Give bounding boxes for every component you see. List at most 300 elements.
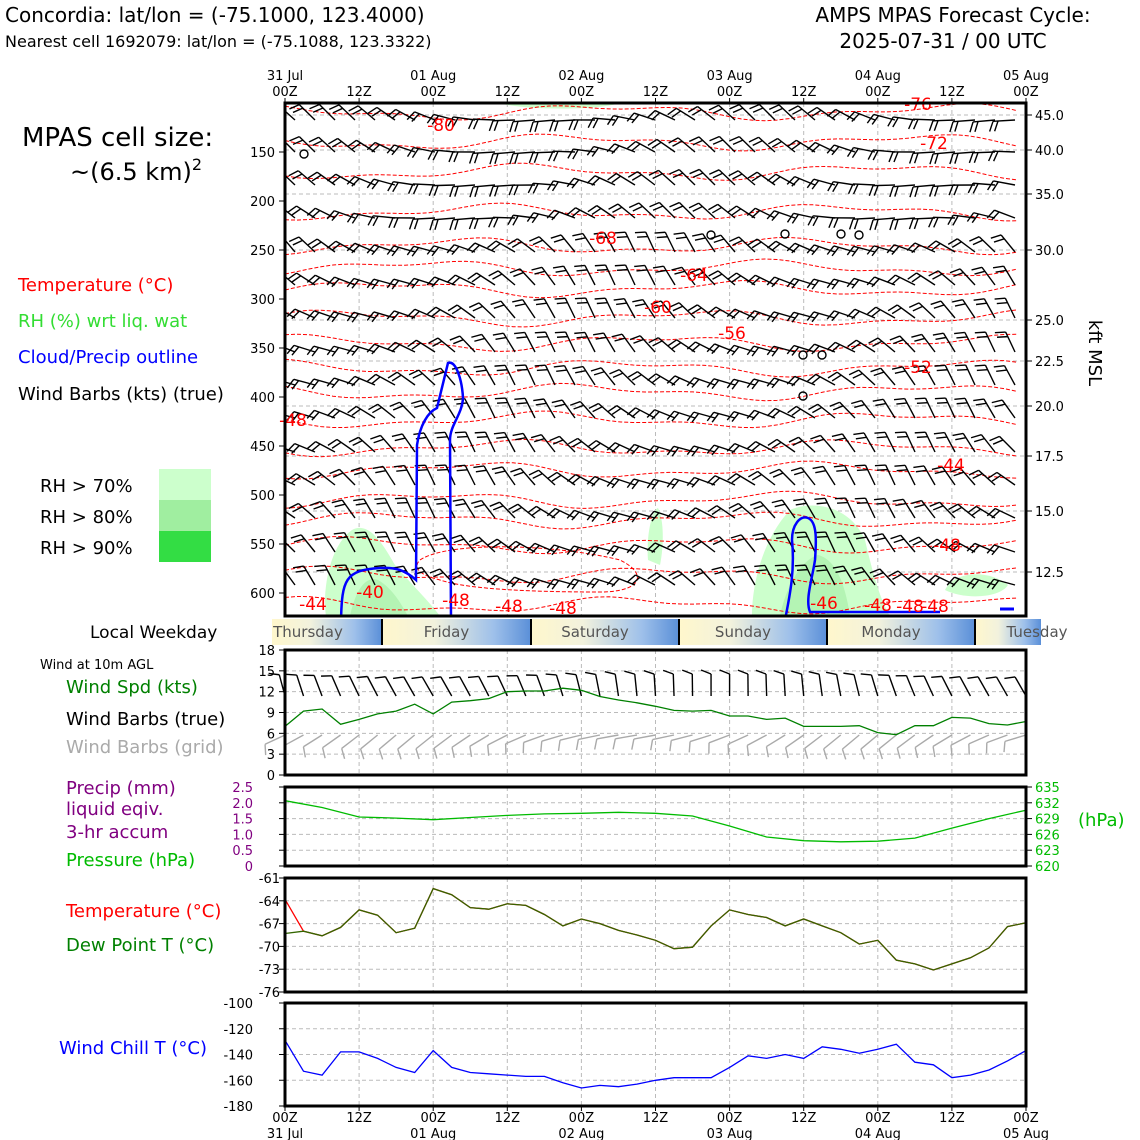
wind-barb-flag — [952, 507, 961, 512]
wind-barb-flag — [312, 242, 321, 248]
wind-barb-flag — [937, 370, 948, 371]
wind-barb-flag — [792, 179, 800, 187]
wind-barb-flag — [595, 265, 606, 266]
wind-barb-flag — [392, 345, 400, 352]
precip-tick-label: 1.0 — [232, 828, 253, 844]
surface-wind-barb-true — [924, 676, 933, 696]
wind-barb — [913, 119, 935, 120]
surface-wind-barb-grid — [728, 735, 748, 744]
wind-barb-flag — [536, 403, 547, 405]
wind-barb-flag — [997, 303, 1008, 304]
wind-barb-flag — [273, 173, 283, 177]
wind-barb-flag — [352, 245, 360, 253]
cell-size-label: MPAS cell size: — [22, 123, 214, 153]
wind-barb — [925, 432, 935, 452]
wind-barb-flag — [612, 579, 619, 587]
wind-barb-flag — [355, 532, 366, 533]
wind-barb-flag — [894, 399, 905, 400]
wind-barb-flag — [307, 442, 315, 449]
wind-barb-flag — [553, 266, 564, 268]
pressure-unit: (hPa) — [1078, 810, 1125, 831]
wind-barb-flag — [633, 339, 643, 343]
wind-barb-flag — [493, 506, 503, 510]
wind-barb — [473, 119, 495, 120]
surface-wind-barb-true — [615, 674, 618, 696]
wind-barb-flag — [272, 380, 279, 388]
hour-label: 12Z — [790, 85, 817, 100]
wind-barb — [866, 498, 875, 518]
wind-barb — [339, 105, 355, 120]
hour-label: 00Z — [272, 85, 298, 100]
surface-wind-barb-grid — [709, 735, 730, 743]
wind-barb — [318, 471, 335, 485]
temperature-contour-label: -48 — [279, 411, 307, 431]
hour-label: 12Z — [346, 1111, 372, 1126]
wind-barb — [859, 370, 875, 385]
wind-barb-flag — [797, 570, 808, 571]
wind-barb-flag — [396, 470, 407, 471]
height-tick-label: 22.5 — [1035, 355, 1064, 370]
height-tick-label: 25.0 — [1035, 314, 1064, 329]
wind-barb-flag — [552, 400, 562, 403]
surface-wind-barb-grid-flag — [915, 747, 917, 758]
wind-barb — [699, 203, 715, 218]
calm-wind-marker — [855, 231, 863, 239]
wind-barb-flag — [608, 406, 617, 412]
height-tick-label: 35.0 — [1035, 188, 1064, 203]
wind-barb-flag — [514, 472, 524, 476]
wind-barb-flag — [948, 504, 957, 509]
wind-barb-flag — [827, 342, 835, 349]
wind-barb-flag — [992, 511, 1000, 518]
wind-barb-flag — [847, 309, 855, 317]
wind-barb-flag — [552, 475, 561, 481]
wind-barb-flag — [355, 565, 366, 566]
wind-barb-flag — [817, 503, 828, 504]
wind-barb-flag — [974, 271, 984, 274]
wind-barb-flag — [497, 403, 508, 404]
wind-barb-flag — [853, 433, 864, 435]
wind-barb — [486, 398, 495, 418]
surface-wind-barb-true — [517, 676, 526, 696]
wind-barb — [840, 402, 855, 418]
pressure-tick-label: 550 — [250, 538, 275, 553]
wind-barb-flag — [910, 187, 913, 197]
legend-wind-barbs: Wind Barbs (kts) (true) — [18, 384, 224, 405]
wind-barb-flag — [689, 203, 699, 208]
wind-barb — [443, 399, 455, 418]
wind-barb — [986, 332, 995, 352]
wind-barb-flag — [474, 505, 484, 508]
wind-barb-flag — [267, 379, 274, 387]
temperature-axis — [259, 872, 285, 1001]
weekday-label: Friday — [423, 623, 470, 641]
surface-wind-barb-grid-flag — [342, 748, 345, 758]
wind-barb-flag — [592, 443, 601, 449]
calm-wind-marker — [818, 351, 826, 359]
hour-label: 12Z — [494, 85, 521, 100]
wind-barb-flag — [709, 105, 719, 110]
wind-barb-flag — [733, 174, 743, 179]
wind-barb-flag — [553, 440, 563, 444]
surface-wind-barb-true — [556, 675, 562, 696]
wind-barb-flag — [312, 175, 321, 181]
surface-wind-barb-grid-flag — [670, 740, 671, 751]
wind-barb-flag — [729, 171, 739, 176]
wind-barb — [779, 105, 795, 120]
wind-barb-flag — [513, 433, 524, 435]
local-weekday-band — [272, 619, 1068, 645]
wind-barb-flag — [516, 337, 527, 338]
height-tick-label: 15.0 — [1035, 505, 1064, 520]
wind-barb-flag — [397, 503, 408, 504]
wind-barb-flag — [772, 142, 781, 147]
height-tick-label: 30.0 — [1035, 244, 1064, 259]
surface-wind-barb-grid — [452, 735, 470, 747]
wind-barb-flag — [849, 370, 859, 375]
wind-barb — [758, 471, 775, 485]
wind-barb-flag — [531, 435, 541, 438]
wind-barb — [406, 498, 415, 518]
wind-barb-flag — [310, 502, 320, 506]
temperature-contour-label: -80 — [427, 116, 455, 136]
hour-label: 00Z — [865, 85, 891, 100]
wind-barb-flag — [329, 105, 339, 110]
wind-barb — [979, 470, 995, 485]
wind-barb-flag — [473, 306, 483, 311]
wind-barb — [358, 106, 375, 120]
surface-wind-barb-true — [906, 676, 914, 696]
wind-barb-flag — [632, 577, 640, 584]
wind-barb-flag — [777, 570, 788, 571]
wind-barb-flag — [595, 298, 606, 299]
wind-tick-label: 9 — [266, 706, 275, 722]
wind-barb-flag — [495, 398, 506, 399]
wind-barb — [544, 299, 555, 318]
wind-barb-flag — [557, 303, 568, 304]
surface-wind-barb-grid — [690, 735, 711, 742]
wind-barb-flag — [534, 271, 544, 274]
surface-wind-barb-grid-flag — [933, 746, 935, 757]
wind-barb-flag — [557, 337, 568, 338]
wind-barb-flag — [672, 378, 680, 385]
wind-barb-flag — [455, 504, 466, 506]
wind-barb — [966, 365, 975, 385]
surface-wind-barb-true — [854, 675, 859, 696]
hour-label: 12Z — [642, 1111, 669, 1126]
wind-barb-flag — [272, 414, 278, 423]
wind-barb-flag — [432, 534, 443, 536]
wind-barb — [438, 338, 455, 352]
wind-barb-flag — [768, 439, 777, 445]
wind-barb-flag — [535, 365, 546, 366]
wind-barb — [1005, 298, 1015, 318]
wind-barb — [523, 300, 535, 318]
wind-barb — [473, 152, 495, 153]
wind-barb-flag — [592, 208, 601, 214]
wind-barb-flag — [455, 432, 466, 433]
wind-barb-flag — [693, 140, 703, 145]
surface-wind-barb-grid-flag — [728, 744, 729, 755]
wind-barb-flag — [950, 269, 960, 273]
wind-barb — [479, 303, 495, 318]
surface-wind-barb-true — [960, 677, 970, 696]
wind-barb — [397, 372, 415, 385]
wind-barb-flag — [632, 300, 643, 302]
wind-barb-flag — [554, 151, 558, 161]
wind-barb-flag — [634, 265, 645, 266]
wind-barb — [1006, 332, 1015, 352]
wind-barb-flag — [434, 185, 438, 195]
wind-barb-flag — [897, 437, 908, 438]
wind-barb-flag — [896, 403, 907, 404]
wind-barb-flag — [348, 406, 357, 412]
wind-barb — [873, 185, 895, 186]
legend-dewpoint: Dew Point T (°C) — [66, 935, 215, 956]
wind-barb-flag — [395, 498, 406, 499]
wind-barb-flag — [597, 303, 608, 304]
wind-barb-flag — [874, 372, 884, 375]
surface-wind-barb-true — [537, 675, 545, 696]
calm-wind-marker — [837, 230, 845, 238]
wind-barb-flag — [732, 446, 740, 454]
legend-precip-2: liquid eqiv. — [66, 799, 164, 820]
wind-barb-flag — [609, 204, 618, 209]
wind-barb-flag — [515, 121, 518, 131]
date-label: 02 Aug — [558, 69, 605, 84]
wind-barb-flag — [269, 271, 278, 276]
wind-barb — [545, 365, 555, 385]
wind-barb — [453, 218, 475, 220]
wind-barb-flag — [712, 478, 720, 485]
wind-barb-flag — [548, 472, 557, 478]
wind-barb-flag — [532, 267, 542, 270]
wind-barb-flag — [367, 374, 375, 381]
wind-barb — [963, 300, 975, 318]
date-label: 01 Aug — [410, 1127, 457, 1140]
wind-barb — [523, 433, 535, 452]
wind-barb-flag — [828, 372, 837, 378]
wind-barb — [679, 203, 695, 218]
wind-barb-flag — [349, 437, 359, 442]
wind-barb — [906, 432, 915, 452]
legend-wspd: Wind Spd (kts) — [66, 677, 198, 698]
wind-barb-flag — [872, 534, 883, 536]
temperature-contour-label: -76 — [904, 95, 932, 115]
temperature-contour-label: -48 — [921, 597, 949, 617]
wind-barb — [433, 185, 455, 186]
wind-barb — [493, 185, 515, 186]
temperature-contour-label: -56 — [718, 324, 746, 344]
surface-wind-barb-grid — [915, 735, 933, 747]
wind-barb-flag — [332, 442, 341, 448]
wind-barb — [905, 465, 915, 485]
wind-barb-flag — [668, 108, 677, 114]
wind-barb-flag — [293, 240, 303, 245]
wind-barb-flag — [317, 570, 328, 571]
pressure-tick-label: 150 — [250, 146, 275, 161]
wind-tick-label: 15 — [258, 664, 275, 680]
temperature-contour-label: -52 — [904, 358, 932, 378]
wind-barb-flag — [848, 148, 854, 157]
wind-barb-flag — [753, 141, 763, 146]
wind-barb-flag — [832, 345, 840, 352]
wind-barb-flag — [953, 433, 964, 435]
wind-barb — [722, 567, 735, 585]
wind-barb-flag — [370, 435, 380, 439]
wind-barb-flag — [432, 341, 441, 346]
hour-label: 12Z — [790, 1111, 817, 1126]
wind-barb-flag — [754, 505, 764, 509]
windchill-tick-label: -160 — [223, 1074, 253, 1090]
pressure-axis-left — [250, 146, 285, 602]
surface-wind-barb-true — [332, 676, 341, 696]
wind-barb-flag — [912, 576, 921, 582]
wind-barb-flag — [454, 539, 464, 542]
wind-barb-flag — [395, 438, 405, 440]
hour-label: 00Z — [420, 1111, 446, 1126]
surface-wind-barb-grid — [842, 735, 859, 749]
wind-barb-flag — [992, 400, 1002, 403]
wind-barb-flag — [934, 121, 938, 131]
wind-barb-flag — [791, 468, 801, 471]
wind-barb-flag — [512, 300, 523, 302]
wind-barb-flag — [532, 509, 541, 515]
wind-barb-flag — [288, 206, 297, 212]
wind-barb-flag — [272, 274, 281, 279]
wind-barb-flag — [877, 470, 888, 471]
wind-barb-flag — [470, 153, 473, 163]
surface-wind-barb-true — [314, 675, 322, 696]
wind-barb — [901, 535, 915, 552]
temperature-contour — [285, 281, 1017, 298]
wind-barb-flag — [268, 506, 277, 512]
wind-barb — [953, 120, 975, 122]
wind-barb-flag — [955, 121, 958, 131]
wind-barb-flag — [614, 299, 625, 300]
wind-barb — [485, 432, 495, 452]
wind-barb-flag — [990, 436, 1000, 440]
precip-pressure-axis — [232, 781, 1060, 875]
wind-barb-flag — [291, 535, 301, 538]
wind-barb-flag — [927, 575, 935, 582]
wind-barb — [864, 433, 875, 452]
wind-barb — [359, 437, 375, 452]
wind-barb-flag — [910, 153, 913, 163]
wind-barb-flag — [850, 219, 853, 229]
wind-barb-flag — [451, 535, 461, 538]
location-title: Concordia: lat/lon = (-75.1000, 123.4000) — [5, 3, 425, 27]
wind-barb-flag — [955, 153, 958, 163]
surface-wind-barb-grid — [434, 735, 452, 748]
wind-barb-flag — [535, 332, 546, 333]
weekday-label: Saturday — [561, 623, 629, 641]
surface-wind-barb-true-flag — [449, 677, 460, 678]
surface-wind-barb-grid — [879, 735, 896, 749]
wind-barb-flag — [550, 121, 553, 131]
wind-barb-flag — [913, 306, 923, 311]
wind-barb-flag — [650, 202, 660, 206]
wind-barb-flag — [493, 333, 504, 335]
wind-barb-flag — [450, 336, 460, 340]
wind-axis — [258, 644, 285, 784]
wind-barb-flag — [972, 267, 982, 270]
temperature-contour-label: -48 — [495, 597, 523, 617]
wind-barb-flag — [855, 219, 858, 229]
wind-barb-flag — [572, 234, 583, 236]
date-label: 01 Aug — [410, 69, 457, 84]
wind-barb-flag — [575, 371, 586, 373]
surface-wind-barb-true-flag — [1004, 677, 1015, 679]
wind-barb-flag — [933, 274, 943, 279]
wind-barb-flag — [956, 337, 967, 338]
wind-barb-flag — [512, 544, 520, 551]
wind-barb-flag — [728, 273, 737, 279]
wind-barb-flag — [857, 503, 868, 504]
surface-wind-barb-grid — [747, 735, 766, 745]
surface-wind-barb-true — [942, 676, 952, 696]
wind-barb-flag — [475, 153, 478, 163]
hour-label: 12Z — [939, 1111, 965, 1126]
wind-barb-flag — [633, 206, 643, 211]
wind-barb-flag — [995, 121, 998, 131]
wind-barb-flag — [397, 537, 408, 538]
surface-wind-barb-grid-flag — [488, 745, 489, 756]
pressure-tick-label: 400 — [250, 391, 275, 406]
surface-wind-barb-true-flag — [624, 671, 634, 674]
wind-barb-flag — [749, 137, 759, 142]
wind-barb-flag — [729, 137, 739, 141]
wind-barb-flag — [528, 506, 537, 512]
surface-wind-barb-grid-flag — [1004, 741, 1005, 752]
surface-wind-barb-grid-flag — [595, 739, 597, 750]
wind-barb-flag — [413, 373, 423, 378]
wind-barb-flag — [833, 182, 838, 191]
wind-barb-flag — [747, 275, 755, 282]
wind-barb-flag — [835, 498, 846, 499]
hour-label: 00Z — [568, 1111, 595, 1126]
surface-wind-barb-true — [367, 677, 377, 696]
legend-temperature: Temperature (°C) — [18, 275, 174, 296]
wind-barb — [477, 273, 495, 285]
wind-barb-flag — [377, 503, 388, 504]
wind-barb-flag — [372, 377, 380, 384]
wind-barb-flag — [314, 565, 325, 566]
wind-barb-flag — [892, 277, 900, 284]
wind-barb-flag — [452, 277, 460, 284]
surface-wind-barb-true-flag — [826, 672, 837, 674]
wind-barb-flag — [689, 137, 699, 142]
wind-barb-flag — [588, 441, 597, 447]
wind-barb-flag — [574, 120, 578, 130]
wind-barb-flag — [655, 232, 666, 233]
precip-pressure-grid — [285, 787, 1026, 866]
temperature-contour-label: -48 — [442, 591, 470, 611]
wind-barb-flag — [572, 210, 580, 217]
legend-rh: RH (%) wrt liq. wat — [18, 311, 188, 332]
wind-barb-flag — [908, 273, 917, 279]
wind-barb — [498, 271, 515, 285]
surface-wind-barb-true-flag — [913, 676, 924, 677]
wind-barb-flag — [572, 442, 581, 447]
forecast-title-1: AMPS MPAS Forecast Cycle: — [815, 3, 1091, 27]
wind-barb-flag — [767, 174, 775, 181]
wind-barb-flag — [514, 398, 525, 399]
wind-barb-flag — [510, 122, 513, 132]
wind-barb-flag — [272, 478, 280, 485]
wind10-label: Wind at 10m AGL — [40, 658, 154, 673]
wind-barb-flag — [994, 239, 1004, 242]
